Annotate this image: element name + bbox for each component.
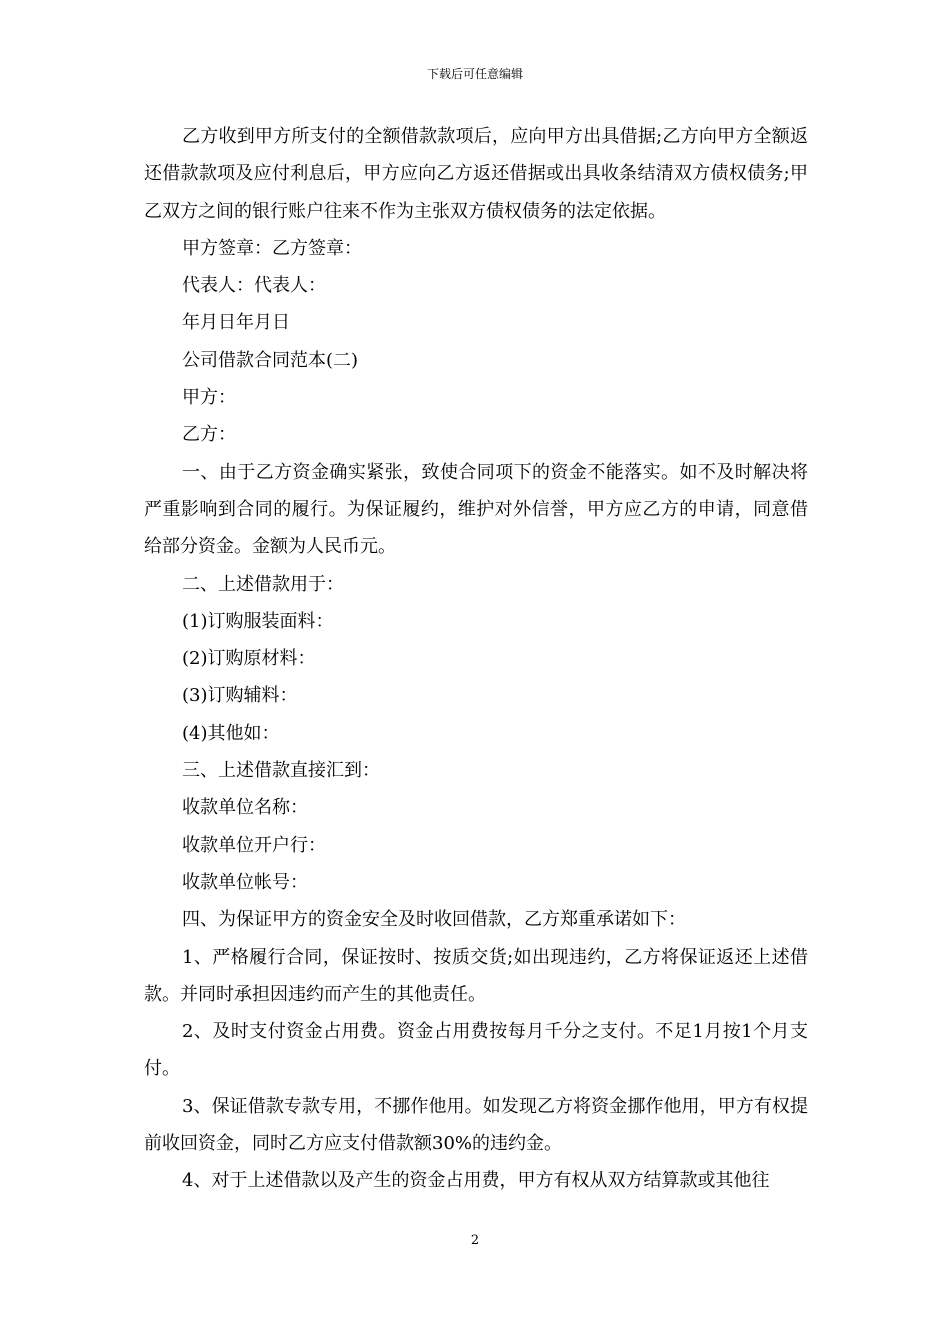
clause-3: 三、上述借款直接汇到：	[182, 760, 380, 782]
commitment-2: 2、及时支付资金占用费。资金占用费按每月千分之支付。不足1月按1个月支付。	[144, 1021, 808, 1080]
document-body	[144, 118, 808, 1200]
paragraph-repayment-terms: 乙方收到甲方所支付的全额借款款项后，应向甲方出具借据;乙方向甲方全额返还借款款项及应付利息后，甲方应向乙方返还借据或出具收条结清双方债权债务;甲乙双方之间的银行账户往来不作为主张双方债权债务的法定依据。	[144, 126, 808, 222]
page-header: 下载后可任意编辑	[426, 67, 523, 81]
payee-bank-line: 收款单位开户行：	[182, 834, 326, 856]
clause-2: 二、上述借款用于：	[182, 573, 344, 595]
party-b-line: 乙方：	[182, 424, 236, 446]
commitment-1: 1、严格履行合同，保证按时、按质交货;如出现违约，乙方将保证返还上述借款。并同时承担因违约而产生的其他责任。	[144, 946, 808, 1005]
paragraph-signatures: 甲方签章：乙方签章：	[182, 237, 362, 259]
party-a-line: 甲方：	[182, 387, 236, 409]
page-number: 2	[470, 1233, 480, 1248]
list-item: (2)订购原材料：	[182, 648, 316, 670]
clause-4: 四、为保证甲方的资金安全及时收回借款，乙方郑重承诺如下：	[182, 909, 686, 931]
payee-name-line: 收款单位名称：	[182, 797, 308, 819]
list-item: (1)订购服装面料：	[182, 610, 334, 632]
payee-account-line: 收款单位帐号：	[182, 871, 308, 893]
paragraph-dates: 年月日年月日	[182, 312, 290, 334]
list-item: (3)订购辅料：	[182, 685, 298, 707]
section-title: 公司借款合同范本(二)	[182, 349, 359, 371]
commitment-3: 3、保证借款专款专用，不挪作他用。如发现乙方将资金挪作他用，甲方有权提前收回资金，同时乙方应支付借款额30%的违约金。	[144, 1095, 808, 1155]
clause-1: 一、由于乙方资金确实紧张，致使合同项下的资金不能落实。如不及时解决将严重影响到合同的履行。为保证履约，维护对外信誉，甲方应乙方的申请，同意借给部分资金。金额为人民币元。	[144, 461, 808, 558]
commitment-4: 4、对于上述借款以及产生的资金占用费，甲方有权从双方结算款或其他往	[182, 1170, 770, 1192]
paragraph-representatives: 代表人：代表人：	[182, 275, 326, 297]
list-item: (4)其他如：	[182, 722, 280, 744]
